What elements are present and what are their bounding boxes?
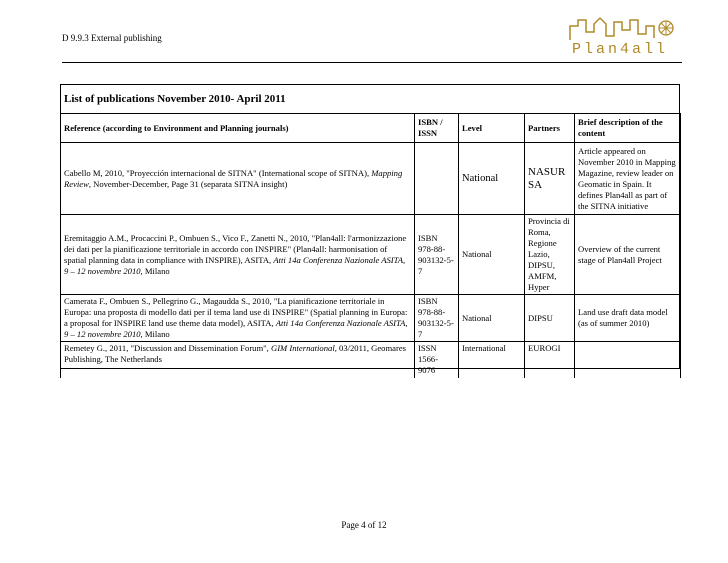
description-cell: Article appeared on November 2010 in Mapping Magazine, review leader on Geomatic in Spain. It defines Plan4all as part of the SITNA initiative [575, 143, 681, 215]
reference-text: Cabello M, 2010, "Proyección internacional de SITNA" (International scope of SITNA), [64, 167, 370, 178]
table-header-row [61, 114, 681, 143]
reference-journal: GIM International [270, 343, 335, 353]
description-cell: Overview of the current stage of Plan4all Project [575, 215, 681, 295]
reference-tail: , Milano [140, 265, 170, 276]
isbn-cell [415, 143, 459, 215]
page-number: Page 4 of 12 [341, 520, 387, 530]
partners-cell: NASUR SA [525, 143, 575, 215]
logo-wordmark: Plan4all [572, 41, 669, 58]
header-isbn: ISBN / ISSN [415, 114, 459, 143]
header-level: Level [459, 114, 525, 143]
partners-cell: DIPSU [525, 295, 575, 342]
level-cell: National [459, 295, 525, 342]
level-cell: National [459, 215, 525, 295]
reference-text: Remetey G., 2011, "Discussion and Dissemination Forum", [64, 343, 269, 353]
reference-text: Eremitaggio A.M., Procaccini P., Ombuen S., Vico F., Zanetti N., 2010, "Plan4all: l'armonizzazione dei dati per la pianificazione territoriale in accordo con INSPIRE" (Plan4all: harmonisation of spatial planning data in compliance with INSPIRE), ASITA, [64, 232, 407, 265]
publications-list-title: List of publications November 2010- April 2011 [64, 93, 286, 105]
reference-journal: Atti 14a Conferenza Nazionale ASITA, 9 – 12 novembre 2010 [64, 254, 406, 276]
isbn-cell: ISSN 1566-9076 [415, 342, 459, 378]
description-cell: Land use draft data model (as of summer 2010) [575, 295, 681, 342]
publications-table [60, 113, 681, 378]
reference-journal: Mapping Review [64, 167, 403, 189]
partners-cell: Provincia di Roma, Regione Lazio, DIPSU, AMFM, Hyper [525, 215, 575, 295]
logo-skyline-graphic [566, 14, 678, 44]
header-reference: Reference (according to Environment and Planning journals) [61, 114, 415, 143]
reference-text: Camerata F., Ombuen S., Pellegrino G., Magaudda S., 2010, "La pianificazione territoriale in Europa: una proposta di modello dati per il tema land use di INSPIRE" (Spatial planning in Europa: a proposal for INSPIRE land use theme data model), ASITA, [64, 296, 408, 328]
plan4all-logo [566, 14, 678, 64]
isbn-cell: ISBN 978-88-903132-5-7 [415, 215, 459, 295]
header-partners: Partners [525, 114, 575, 143]
isbn-cell: ISBN 978-88-903132-5-7 [415, 295, 459, 342]
reference-tail: , November-December, Page 31 (separata SITNA insight) [88, 178, 288, 189]
table-row [61, 215, 681, 295]
partners-cell: EUROGI [525, 342, 575, 378]
table-row [61, 342, 681, 378]
reference-tail: , Milano [140, 329, 170, 339]
header-divider [62, 62, 682, 63]
table-row [61, 295, 681, 342]
reference-tail: , 03/2011, Geomares Publishing, The Netherlands [64, 343, 406, 364]
reference-cell [61, 295, 415, 342]
header-description: Brief description of the content [575, 114, 681, 143]
document-header-reference: D 9.9.3 External publishing [62, 33, 162, 43]
table-row [61, 143, 681, 215]
reference-cell [61, 215, 415, 295]
page-footer [0, 520, 728, 530]
level-cell: National [459, 143, 525, 215]
level-cell: International [459, 342, 525, 378]
reference-cell [61, 143, 415, 215]
description-cell [575, 342, 681, 378]
reference-cell [61, 342, 415, 378]
reference-journal: Atti 14a Conferenza Nazionale ASITA, 9 – 12 novembre 2010 [64, 318, 408, 339]
